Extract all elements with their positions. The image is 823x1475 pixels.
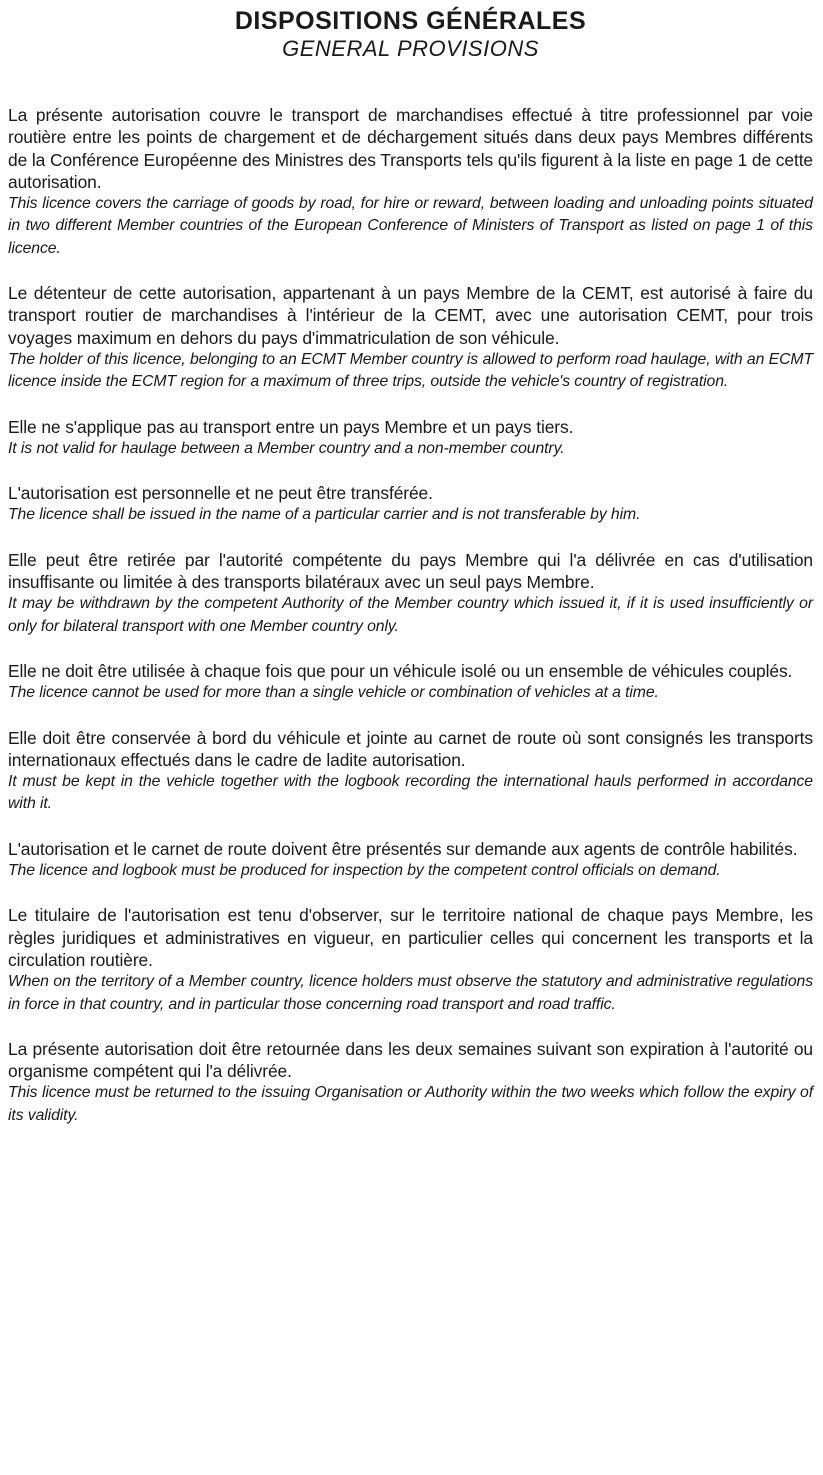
provision-9 bbox=[8, 904, 813, 1015]
provision-text-english: The licence and logbook must be produced for inspection by the competent control officials on demand. bbox=[8, 862, 721, 880]
provision-text-french: Elle ne s'applique pas au transport entre un pays Membre et un pays tiers. bbox=[8, 416, 574, 437]
provision-text-english: It must be kept in the vehicle together with the logbook recording the international hauls performed in accordance with it. bbox=[8, 773, 813, 813]
provision-text-french: La présente autorisation couvre le transport de marchandises effectué à titre professionnel par voie routière entre les points de chargement et de déchargement situés dans deux pays Membres différents de la Conférence Européenne des Ministres des Transports tels qu'ils figurent à la liste en page 1 de cette autorisation. bbox=[8, 105, 813, 192]
provision-text-french: Le détenteur de cette autorisation, appartenant à un pays Membre de la CEMT, est autorisé à faire du transport routier de marchandises à l'intérieur de la CEMT, avec une autorisation CEMT, pour trois voyages maximum en dehors du pays d'immatriculation de son véhicule. bbox=[8, 283, 813, 348]
provision-text-english: It may be withdrawn by the competent Authority of the Member country which issued it, if it is used insufficiently or only for bilateral transport with one Member country only. bbox=[8, 595, 813, 635]
provision-8 bbox=[8, 838, 813, 883]
provision-text-french: L'autorisation est personnelle et ne peut être transférée. bbox=[8, 483, 433, 504]
provision-text-english: The licence cannot be used for more than a single vehicle or combination of vehicles at a time. bbox=[8, 684, 659, 702]
provision-text-french: L'autorisation et le carnet de route doivent être présentés sur demande aux agents de contrôle habilités. bbox=[8, 838, 798, 859]
provision-text-french: Elle doit être conservée à bord du véhicule et jointe au carnet de route où sont consignés les transports internationaux effectués dans le cadre de ladite autorisation. bbox=[8, 727, 813, 770]
provision-2 bbox=[8, 282, 813, 393]
provision-text-english: It is not valid for haulage between a Member country and a non-member country. bbox=[8, 439, 565, 457]
provision-10 bbox=[8, 1038, 813, 1127]
provision-text-english: This licence must be returned to the issuing Organisation or Authority within the two weeks which follow the expiry of its validity. bbox=[8, 1084, 813, 1124]
provision-6 bbox=[8, 660, 813, 705]
title-french: DISPOSITIONS GÉNÉRALES bbox=[234, 7, 587, 35]
provision-text-english: The holder of this licence, belonging to an ECMT Member country is allowed to perform road haulage, with an ECMT licence inside the ECMT region for a maximum of three trips, outside the vehicle's country of registration. bbox=[8, 350, 813, 391]
provision-text-french: Elle ne doit être utilisée à chaque fois que pour un véhicule isolé ou un ensemble de véhicules couplés. bbox=[8, 660, 793, 681]
document-header bbox=[8, 6, 813, 62]
provision-3 bbox=[8, 416, 813, 461]
title-english: GENERAL PROVISIONS bbox=[282, 36, 539, 61]
provision-text-french: La présente autorisation doit être retournée dans les deux semaines suivant son expiration à l'autorité ou organisme compétent qui l'a délivrée. bbox=[8, 1038, 813, 1082]
provision-1 bbox=[8, 104, 813, 260]
provision-text-english: The licence shall be issued in the name of a particular carrier and is not transferable by him. bbox=[8, 506, 641, 524]
provision-text-english: This licence covers the carriage of goods by road, for hire or reward, between loading and unloading points situated in two different Member countries of the European Conference of Ministers of Transport as listed on page 1 of this licence. bbox=[8, 195, 813, 257]
provision-5 bbox=[8, 549, 813, 638]
provision-text-french: Le titulaire de l'autorisation est tenu d'observer, sur le territoire national de chaque pays Membre, les règles juridiques et administratives en vigueur, en particulier celles qui concernent les transports et la circulation routière. bbox=[8, 905, 813, 970]
provision-4 bbox=[8, 482, 813, 527]
provision-7 bbox=[8, 727, 813, 816]
provision-text-english: When on the territory of a Member country, licence holders must observe the statutory and administrative regulations in force in that country, and in particular those concerning road transport and road traffic. bbox=[8, 973, 813, 1013]
provision-text-french: Elle peut être retirée par l'autorité compétente du pays Membre qui l'a délivrée en cas d'utilisation insuffisante ou limitée à des transports bilatéraux avec un seul pays Membre. bbox=[8, 549, 813, 593]
